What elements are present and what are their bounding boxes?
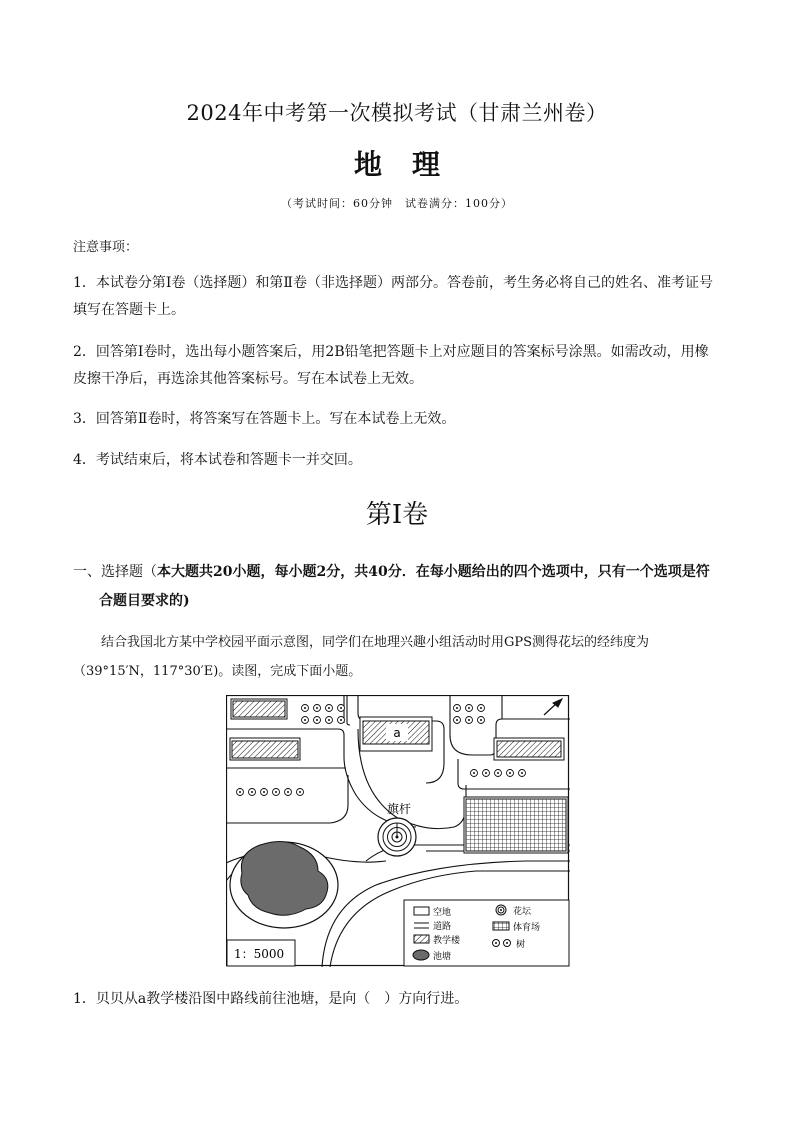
legend-road: 道路 xyxy=(433,922,452,932)
legend-empty-land-icon xyxy=(414,907,429,915)
legend-teaching-building: 教学楼 xyxy=(433,936,461,946)
legend-teaching-building-icon xyxy=(414,935,429,943)
note-item-1-line1: 1．本试卷分第Ⅰ卷（选择题）和第Ⅱ卷（非选择题）两部分。答卷前，考生务必将自己的姓名、准考证号 xyxy=(73,275,713,291)
flower-bed-flagpole xyxy=(378,818,416,856)
teaching-building-right xyxy=(494,738,564,760)
exam-info: （考试时间：60分钟 试卷满分：100分） xyxy=(281,197,513,210)
exam-title: 2024年中考第一次模拟考试（甘肃兰州卷） xyxy=(186,101,608,125)
teaching-building-top-left-2 xyxy=(230,738,300,760)
question-intro-line2: （39°15′N，117°30′E)。读图，完成下面小题。 xyxy=(73,664,362,679)
note-item-2 xyxy=(73,339,723,393)
question-group-label: 一、选择题（ xyxy=(73,564,157,580)
legend-stadium-icon xyxy=(493,922,509,930)
question-group-instructions: 本大题共20小题，每小题2分，共40分．在每小题给出的四个选项中，只有一个选项是符 xyxy=(157,564,710,580)
legend-empty-land: 空地 xyxy=(433,908,452,918)
stadium xyxy=(464,797,568,853)
subject-title: 地理 xyxy=(353,148,470,181)
question-group-instructions-cont: 合题目要求的) xyxy=(99,593,190,609)
question-group-head xyxy=(73,558,728,616)
note-item-3-line1: 3．回答第Ⅱ卷时，将答案写在答题卡上。写在本试卷上无效。 xyxy=(73,411,456,427)
legend-pond: 池塘 xyxy=(433,952,452,962)
question-intro-line1: 结合我国北方某中学校园平面示意图，同学们在地理兴趣小组活动时用GPS测得花坛的经纬度为 xyxy=(101,635,650,650)
notes-heading: 注意事项： xyxy=(73,240,139,255)
pond xyxy=(230,841,338,928)
flagpole-label: 旗杆 xyxy=(386,802,412,816)
note-item-4 xyxy=(73,447,723,474)
map-scale: 1：5000 xyxy=(234,947,285,961)
note-item-2-line2: 皮擦干净后，再选涂其他答案标号。写在本试卷上无效。 xyxy=(73,371,423,387)
campus-map xyxy=(226,695,570,967)
question-1: 1．贝贝从a教学楼沿图中路线前往池塘，是向（ ）方向行进。 xyxy=(73,991,469,1007)
question-intro xyxy=(73,628,728,686)
note-item-3 xyxy=(73,406,723,433)
note-item-4-line1: 4．考试结束后，将本试卷和答题卡一并交回。 xyxy=(73,452,362,468)
teaching-building-top-left-1 xyxy=(231,699,287,719)
note-item-1-line2: 填写在答题卡上。 xyxy=(73,302,185,318)
note-item-2-line1: 2．回答第Ⅰ卷时，选出每小题答案后，用2B铅笔把答题卡上对应题目的答案标号涂黑。如需改动，用橡 xyxy=(73,344,709,360)
section-title: 第Ⅰ卷 xyxy=(365,500,429,530)
legend-stadium: 体育场 xyxy=(513,923,541,933)
note-item-1 xyxy=(73,270,723,324)
legend-pond-icon xyxy=(413,950,429,960)
building-a-label: a xyxy=(393,726,401,740)
legend-tree: 树 xyxy=(516,940,526,950)
map-legend xyxy=(404,900,569,966)
legend-flower-bed: 花坛 xyxy=(513,907,532,917)
legend-flower-bed-icon xyxy=(496,905,506,915)
